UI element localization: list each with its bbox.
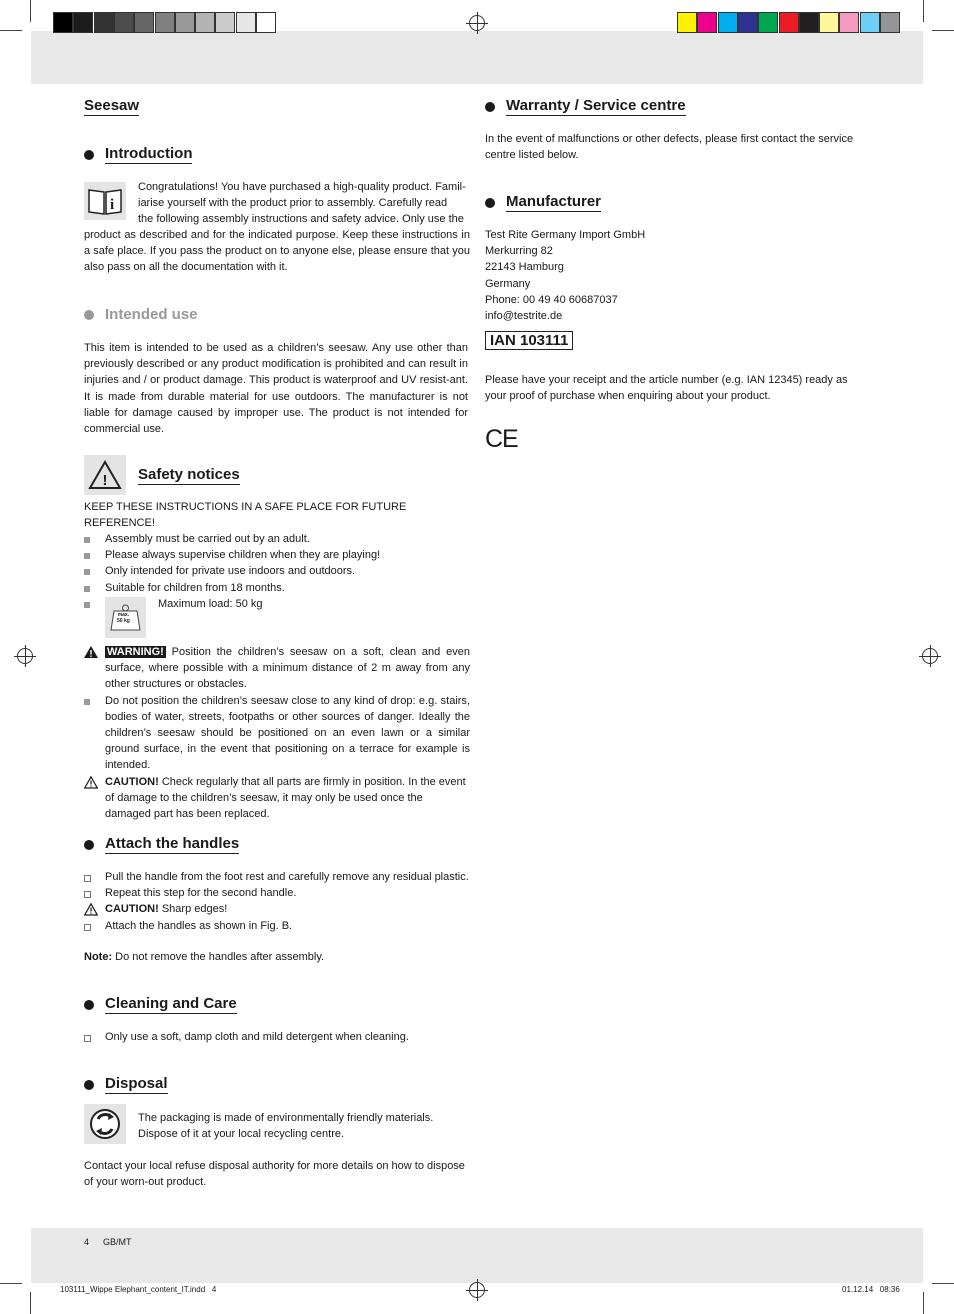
step-text: Repeat this step for the second handle. xyxy=(105,887,297,900)
color-swatch xyxy=(155,12,175,33)
caution-label: CAUTION! xyxy=(105,775,159,788)
caution-text: Check regularly that all parts are firmly in position. In the event of damage to the children’s seesaw, it may only be used once the damaged part has been replaced. xyxy=(105,775,466,821)
section-introduction xyxy=(84,145,192,164)
color-swatch xyxy=(779,12,799,33)
color-swatch xyxy=(819,12,839,33)
section-heading: Attach the handles xyxy=(105,835,240,852)
bullet-dot-icon xyxy=(84,1000,94,1010)
disposal-text-top xyxy=(138,1110,470,1142)
caution-icon xyxy=(84,903,98,916)
bullet-dot-icon xyxy=(84,1080,94,1090)
intended-use-text: This item is intended to be used as a children’s seesaw. Any use other than previously described or any product modification is prohibited and can result in injuries and / or product damage. This product is waterproof and UV resist-ant. It is made from durable material for use outdoors. The manufacturer is not liable for damage caused by improper use. The product is not intended for commercial use. xyxy=(84,342,468,436)
text-line: iarise yourself with the product prior to assembly. Carefully read xyxy=(138,197,448,210)
warning-icon xyxy=(84,646,98,659)
caution-item xyxy=(84,774,470,823)
handles-note xyxy=(84,949,474,965)
registration-mark-icon xyxy=(17,648,33,664)
max-load-icon-label xyxy=(117,612,130,624)
language-code: GB/MT xyxy=(103,1237,132,1247)
step-item xyxy=(84,918,474,934)
warranty-text: In the event of malfunctions or other defects, please first contact the service centre listed below. xyxy=(485,133,854,162)
registration-mark-icon xyxy=(469,15,485,31)
color-swatch xyxy=(718,12,738,33)
text-line: the following assembly instructions and safety advice. Only use the xyxy=(138,213,464,226)
list-item xyxy=(84,580,470,596)
caution-text-block xyxy=(105,901,227,917)
icon-text: max. xyxy=(117,611,130,618)
section-intended-use xyxy=(84,306,198,324)
step-text: Pull the handle from the foot rest and carefully remove any residual plastic. xyxy=(105,871,469,883)
keep-instructions: KEEP THESE INSTRUCTIONS IN A SAFE PLACE FOR FUTURE REFERENCE! xyxy=(84,501,407,530)
color-swatch xyxy=(839,12,859,33)
file-slug: 103111_Wippe Elephant_content_IT.indd 4 xyxy=(60,1285,217,1294)
icon-text: 50 kg xyxy=(117,617,130,624)
bullet-dot-icon xyxy=(84,310,94,320)
color-swatch xyxy=(738,12,758,33)
warning-triangle-icon xyxy=(84,455,126,495)
color-swatch xyxy=(677,12,697,33)
section-heading: Disposal xyxy=(105,1075,168,1092)
warning-item xyxy=(84,644,470,693)
bullet-dot-icon xyxy=(84,150,94,160)
footer-band xyxy=(31,1228,923,1283)
section-cleaning xyxy=(84,995,237,1014)
color-swatch xyxy=(94,12,114,33)
note-text: Do not remove the handles after assembly. xyxy=(112,951,325,963)
crop-mark xyxy=(30,1292,31,1314)
section-heading: Manufacturer xyxy=(506,193,602,210)
cleaning-steps xyxy=(84,1029,474,1045)
address-line: 22143 Hamburg xyxy=(485,261,564,274)
caution-item xyxy=(84,901,474,917)
caution-text: Sharp edges! xyxy=(158,903,228,916)
intro-text: product as described and for the indicated purpose. Keep these instructions in a safe place. If you pass the product on to anyone else, please ensure that you also pass on all the documentation with it. xyxy=(84,229,470,274)
ian-number: IAN 103111 xyxy=(485,331,573,350)
registration-mark-icon xyxy=(922,648,938,664)
ce-mark-icon: CE xyxy=(485,425,518,453)
list-item-text: Maximum load: 50 kg xyxy=(158,597,263,610)
list-item xyxy=(84,547,470,563)
color-swatch xyxy=(880,12,900,33)
caution-label: CAUTION! xyxy=(105,903,159,916)
info-book-icon xyxy=(84,182,126,220)
color-swatch xyxy=(799,12,819,33)
section-heading: Introduction xyxy=(105,145,193,162)
safety-bullets xyxy=(84,531,470,640)
list-item-text: Please always supervise children when they are playing! xyxy=(105,549,381,562)
color-swatch xyxy=(73,12,93,33)
safety-warnings xyxy=(84,644,470,822)
note-label: Note: xyxy=(84,951,113,963)
svg-text:i: i xyxy=(110,197,115,213)
warning-text: Position the children’s seesaw on a soft, clean and even surface, where possible with a minimum distance of 2 m away from any other structures or obstacles. xyxy=(105,646,470,691)
manufacturer-address xyxy=(485,227,865,324)
header-band xyxy=(31,31,923,84)
intro-text-top xyxy=(138,179,470,228)
crop-mark xyxy=(923,1292,924,1314)
list-item xyxy=(84,693,470,774)
bullet-dot-icon xyxy=(485,102,495,112)
text-line: Congratulations! You have purchased a high-quality product. Famil- xyxy=(138,181,466,193)
address-line: Test Rite Germany Import GmbH xyxy=(485,229,646,241)
bullet-dot-icon xyxy=(84,840,94,850)
list-item xyxy=(84,596,470,640)
step-text: Attach the handles as shown in Fig. B. xyxy=(105,919,293,932)
section-heading: Warranty / Service centre xyxy=(506,97,686,114)
color-swatch xyxy=(697,12,717,33)
color-swatch xyxy=(256,12,276,33)
color-swatch xyxy=(134,12,154,33)
recycling-green-dot-icon xyxy=(84,1104,126,1144)
list-item xyxy=(84,563,470,579)
caution-text-block xyxy=(105,774,470,823)
color-swatch xyxy=(236,12,256,33)
section-heading: Safety notices xyxy=(138,466,240,483)
color-swatch xyxy=(175,12,195,33)
crop-mark xyxy=(30,0,31,22)
section-heading: Cleaning and Care xyxy=(105,995,237,1012)
address-line: Phone: 00 49 40 60687037 xyxy=(485,293,618,306)
receipt-text: Please have your receipt and the article number (e.g. IAN 12345) ready as your proof of purchase when enquiring about your product. xyxy=(485,374,848,403)
address-line: Merkurring 82 xyxy=(485,245,553,258)
list-item-text: Assembly must be carried out by an adult. xyxy=(105,533,310,545)
step-item xyxy=(84,1029,474,1045)
section-manufacturer xyxy=(485,193,601,212)
list-item-text: Suitable for children from 18 months. xyxy=(105,581,285,594)
step-item xyxy=(84,869,474,885)
warning-text-block xyxy=(105,644,470,693)
bullet-dot-icon xyxy=(485,198,495,208)
print-date: 01.12.14 08:36 xyxy=(842,1285,900,1294)
section-warranty xyxy=(485,97,686,116)
registration-mark-icon xyxy=(469,1282,485,1298)
crop-mark xyxy=(932,30,954,31)
color-swatch xyxy=(195,12,215,33)
caution-icon xyxy=(84,776,98,789)
step-item xyxy=(84,885,474,901)
address-line: Germany xyxy=(485,277,531,290)
crop-mark xyxy=(0,1283,22,1284)
crop-mark xyxy=(932,1283,954,1284)
step-text: Only use a soft, damp cloth and mild detergent when cleaning. xyxy=(105,1031,409,1043)
color-swatch xyxy=(215,12,235,33)
max-load-icon xyxy=(105,597,146,638)
list-item-text: Only intended for private use indoors and outdoors. xyxy=(105,565,356,578)
color-swatch xyxy=(758,12,778,33)
list-item xyxy=(84,531,470,547)
color-swatch xyxy=(114,12,134,33)
disposal-text: Contact your local refuse disposal authority for more details on how to dispose of your worn-out product. xyxy=(84,1160,465,1189)
list-item-text: Do not position the children’s seesaw close to any kind of drop: e.g. stairs, bodies of water, streets, footpaths or other sources of danger. Ideally the children’s seesaw should be positioned on an even lawn or a similar ground surface, in the event that positioning on a terrace for example is intended. xyxy=(105,694,470,772)
color-swatch xyxy=(53,12,73,33)
text-line: The packaging is made of environmentally friendly materials. xyxy=(138,1112,434,1124)
handles-steps xyxy=(84,869,474,934)
email-address: info@testrite.de xyxy=(485,310,563,323)
section-heading: Intended use xyxy=(105,306,198,323)
crop-mark xyxy=(923,0,924,22)
warning-label: WARNING! xyxy=(107,646,164,658)
page-number: 4 xyxy=(84,1237,90,1247)
text-line: Dispose of it at your local recycling centre. xyxy=(138,1128,345,1141)
color-swatch xyxy=(860,12,880,33)
section-attach-handles xyxy=(84,835,239,854)
page-title: Seesaw xyxy=(84,97,140,114)
section-disposal xyxy=(84,1075,168,1094)
svg-text:!: ! xyxy=(102,472,108,489)
crop-mark xyxy=(0,30,22,31)
